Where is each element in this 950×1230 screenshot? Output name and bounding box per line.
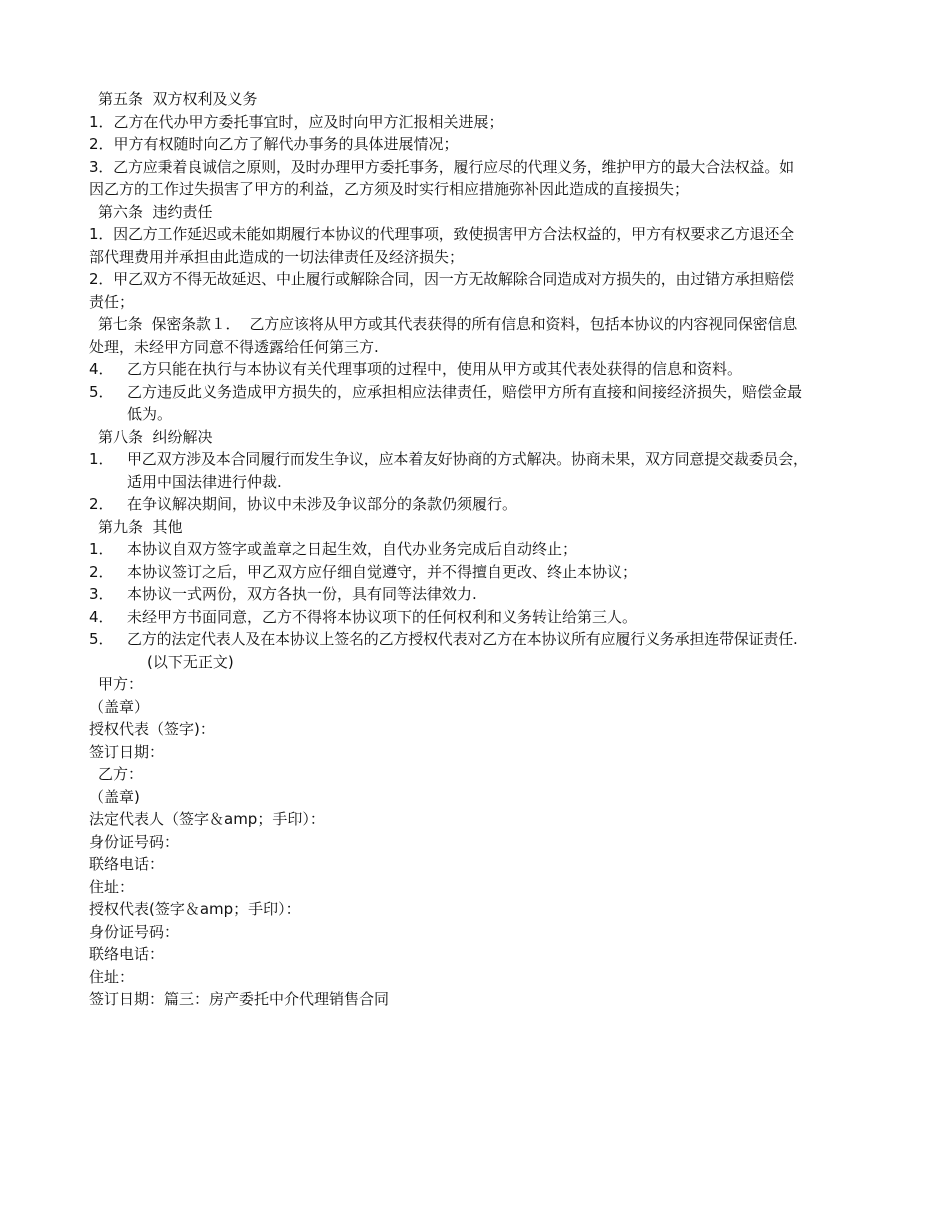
item-text: 本协议一式两份，双方各执一份，具有同等法律效力. [127, 585, 477, 603]
article-5-item-2: 2．甲方有权随时向乙方了解代办事务的具体进展情况； [89, 135, 459, 153]
party-b-rep-phone: 联络电话： [89, 945, 165, 963]
article-7-heading: 第七条 保密条款１． 乙方应该将从甲方或其代表获得的所有信息和资料，包括本协议的内容视同保密信息 [98, 315, 798, 333]
party-b-address: 住址： [89, 877, 135, 896]
article-6-item-1: 1．因乙方工作延迟或未能如期履行本协议的代理事项，致使损害甲方合法权益的，甲方有权要求乙方退还全 [89, 225, 794, 243]
party-b-seal: （盖章) [89, 787, 140, 806]
item-text: 本协议自双方签字或盖章之日起生效，自代办业务完成后自动终止； [127, 540, 578, 558]
article-9-item-5 [89, 628, 869, 651]
item-text: 乙方只能在执行与本协议有关代理事项的过程中，使用从甲方或其代表处获得的信息和资料。 [127, 360, 743, 378]
article-6-item-1-cont: 部代理费用并承担由此造成的一切法律责任及经济损失； [89, 247, 465, 266]
party-b-id-number: 身份证号码： [89, 832, 180, 851]
contract-page [89, 88, 869, 1011]
item-text: 甲乙双方涉及本合同履行而发生争议，应本着友好协商的方式解决。协商未果，双方同意提交裁委员会， [127, 450, 808, 468]
party-b-authorized-rep: 授权代表(签字＆amp；手印）： [89, 900, 301, 918]
party-b-phone: 联络电话： [89, 855, 165, 873]
article-8-item-1-cont: 适用中国法律进行仲裁. [127, 472, 282, 491]
party-a-sign-date: 签订日期： [89, 742, 165, 761]
article-9-item-4 [89, 606, 869, 629]
item-number: 2． [89, 495, 114, 513]
item-text: 未经甲方书面同意，乙方不得将本协议项下的任何权利和义务转让给第三人。 [127, 607, 638, 626]
article-5-heading: 第五条 双方权利及义务 [98, 90, 258, 108]
article-8-item-2 [89, 493, 869, 516]
article-7-heading-cont: 处理，未经甲方同意不得透露给任何第三方. [89, 337, 379, 356]
party-b-rep-address: 住址： [89, 967, 135, 986]
article-6-item-2: 2．甲乙双方不得无故延迟、中止履行或解除合同，因一方无故解除合同造成对方损失的，由过错方承担赔偿 [89, 270, 794, 288]
article-5-item-1: 1．乙方在代办甲方委托事宜时，应及时向甲方汇报相关进展； [89, 112, 504, 131]
item-text: 本协议签订之后，甲乙双方应仔细自觉遵守，并不得擅自更改、终止本协议； [127, 562, 638, 581]
article-9-item-3 [89, 583, 869, 606]
item-number: 4． [89, 607, 114, 626]
article-7-item-5-cont: 低为。 [127, 405, 173, 423]
party-a-label: 甲方： [98, 675, 144, 693]
item-number: 1． [89, 450, 114, 468]
item-number: 2． [89, 562, 114, 581]
no-more-text-note: (以下无正文) [147, 652, 234, 671]
article-5-item-3: 3．乙方应秉着良诚信之原则，及时办理甲方委托事务，履行应尽的代理义务，维护甲方的最大合法权益。如 [89, 157, 794, 176]
party-b-label: 乙方： [98, 765, 144, 783]
article-7-item-4 [89, 358, 869, 381]
party-b-sign-date: 签订日期：篇三：房产委托中介代理销售合同 [89, 990, 390, 1008]
article-8-heading: 第八条 纠纷解决 [98, 427, 213, 446]
article-6-heading: 第六条 违约责任 [98, 202, 213, 221]
party-b-legal-rep: 法定代表人（签字＆amp；手印）： [89, 810, 325, 828]
article-9-item-2 [89, 561, 869, 584]
item-number: 5． [89, 382, 114, 401]
party-a-authorized-rep: 授权代表（签字)： [89, 720, 215, 738]
article-6-item-2-cont: 责任； [89, 292, 135, 311]
article-9-item-1 [89, 538, 869, 561]
party-b-rep-id-number: 身份证号码： [89, 922, 180, 941]
item-text: 在争议解决期间，协议中未涉及争议部分的条款仍须履行。 [127, 495, 518, 513]
article-7-item-5 [89, 381, 869, 404]
item-text: 乙方的法定代表人及在本协议上签名的乙方授权代表对乙方在本协议所有应履行义务承担连带保证责任. [127, 630, 798, 648]
article-8-item-1 [89, 448, 869, 471]
item-number: 1． [89, 540, 114, 558]
item-number: 3． [89, 585, 114, 603]
item-number: 4． [89, 360, 114, 378]
item-text: 乙方违反此义务造成甲方损失的，应承担相应法律责任，赔偿甲方所有直接和间接经济损失，赔偿金最 [127, 382, 803, 401]
article-9-heading: 第九条 其他 [98, 517, 183, 536]
article-5-item-3-cont: 因乙方的工作过失损害了甲方的利益，乙方须及时实行相应措施弥补因此造成的直接损失； [89, 180, 690, 198]
party-a-seal: （盖章） [89, 697, 150, 716]
item-number: 5． [89, 630, 114, 648]
